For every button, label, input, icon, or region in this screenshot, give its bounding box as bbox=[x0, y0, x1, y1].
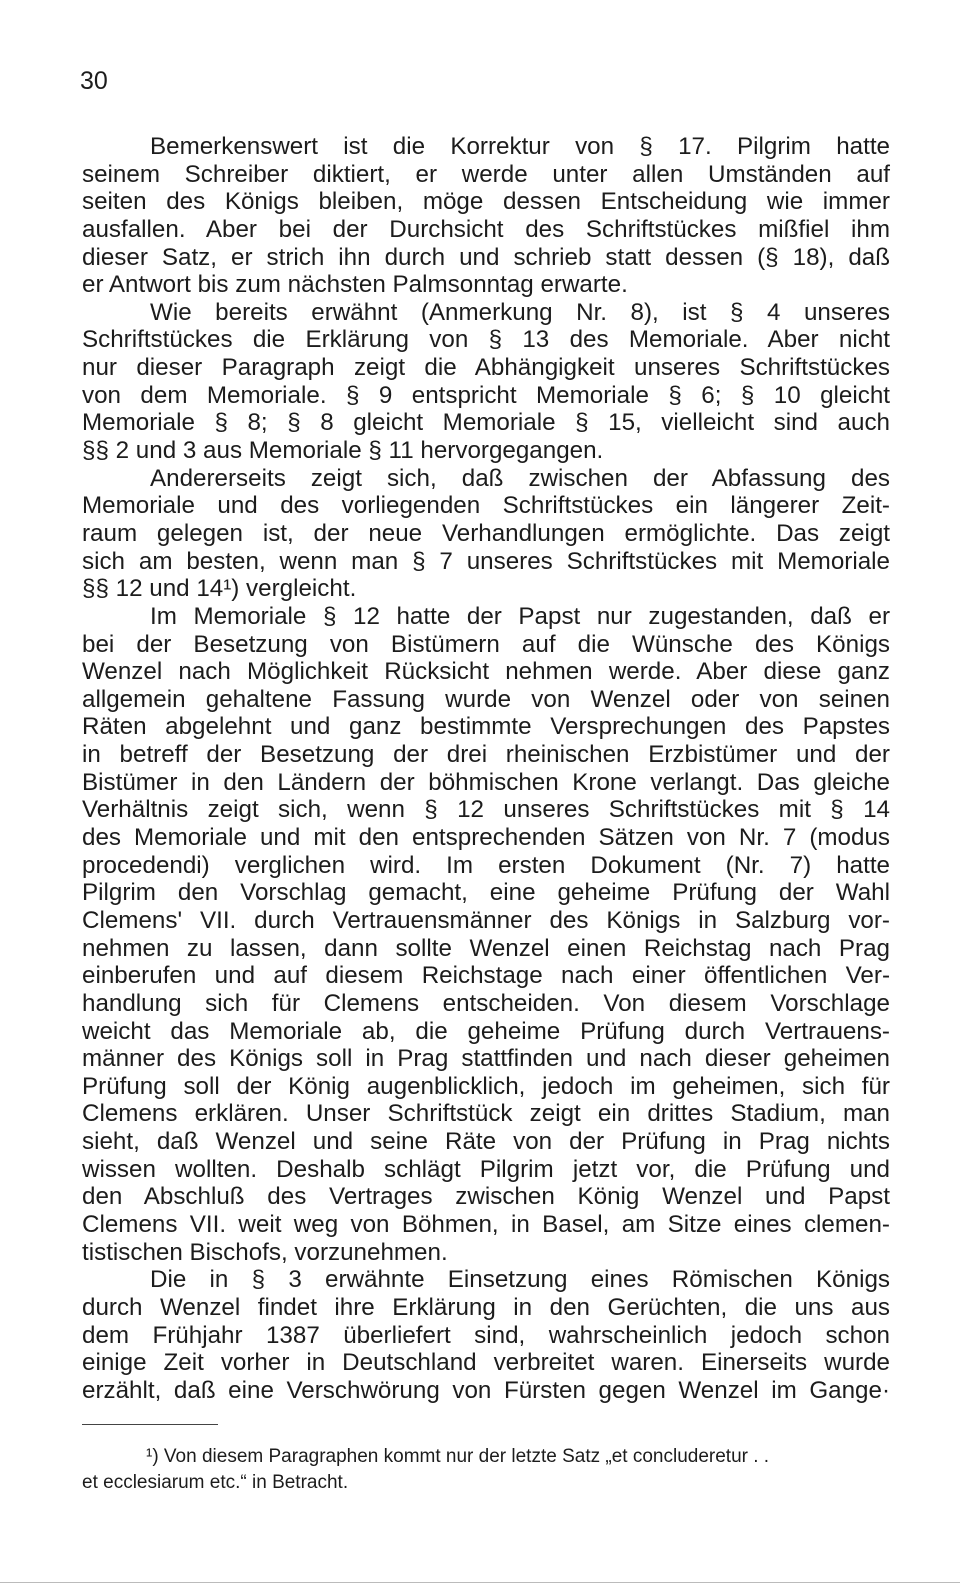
text-line: Clemens' VII. durch Vertrauensmänner des Königs in Salzburg vor- bbox=[82, 906, 890, 934]
text-line: Verhältnis zeigt sich, wenn § 12 unseres Schriftstückes mit § 14 bbox=[82, 796, 890, 824]
text-line: Räten abgelehnt und ganz bestimmte Versprechungen des Papstes bbox=[82, 713, 890, 741]
text-line: nehmen zu lassen, dann sollte Wenzel einen Reichstag nach Prag bbox=[82, 934, 890, 962]
text-line: sich am besten, wenn man § 7 unseres Schriftstückes mit Memoriale bbox=[82, 547, 890, 575]
footnote bbox=[82, 1444, 882, 1496]
text-line: handlung sich für Clemens entscheiden. Von diesem Vorschlage bbox=[82, 989, 890, 1017]
text-line: erzählt, daß eine Verschwörung von Fürsten gegen Wenzel im Gange· bbox=[82, 1376, 890, 1404]
text-line: bei der Besetzung von Bistümern auf die Wünsche des Königs bbox=[82, 630, 890, 658]
paragraph-3 bbox=[82, 465, 890, 603]
text-line: in betreff der Besetzung der drei rheinischen Erzbistümer und der bbox=[82, 741, 890, 769]
text-line: Wie bereits erwähnt (Anmerkung Nr. 8), ist § 4 unseres bbox=[150, 298, 890, 326]
page-number: 30 bbox=[80, 67, 108, 95]
paragraph-4 bbox=[82, 603, 890, 1266]
text-line: Im Memoriale § 12 hatte der Papst nur zugestanden, daß er bbox=[150, 602, 890, 630]
text-line: dieser Satz, er strich ihn durch und schrieb statt dessen (§ 18), daß bbox=[82, 243, 890, 271]
text-line: von dem Memoriale. § 9 entspricht Memoriale § 6; § 10 gleicht bbox=[82, 381, 890, 409]
text-line: dem Frühjahr 1387 überliefert sind, wahrscheinlich jedoch schon bbox=[82, 1321, 890, 1349]
text-line: Bemerkenswert ist die Korrektur von § 17. Pilgrim hatte bbox=[150, 133, 890, 160]
text-line: Bistümer in den Ländern der böhmischen Krone verlangt. Das gleiche bbox=[82, 768, 890, 796]
text-line: raum gelegen ist, der neue Verhandlungen ermöglichte. Das zeigt bbox=[82, 519, 890, 547]
text-line: Die in § 3 erwähnte Einsetzung eines Römischen Königs bbox=[150, 1266, 890, 1294]
text-line: durch Wenzel findet ihre Erklärung in den Gerüchten, die uns aus bbox=[82, 1293, 890, 1321]
text-line: tistischen Bischofs, vorzunehmen. bbox=[82, 1238, 448, 1266]
text-line: allgemein gehaltene Fassung wurde von Wenzel oder von seinen bbox=[82, 685, 890, 713]
body-text bbox=[82, 133, 890, 1404]
text-line: ausfallen. Aber bei der Durchsicht des Schriftstückes mißfiel ihm bbox=[82, 215, 890, 243]
page-bottom-edge bbox=[0, 1582, 960, 1583]
text-line: männer des Königs soll in Prag stattfinden und nach dieser geheimen bbox=[82, 1045, 890, 1073]
text-line: weicht das Memoriale ab, die geheime Prüfung durch Vertrauens- bbox=[82, 1017, 890, 1045]
footnote-line: et ecclesiarum etc.“ in Betracht. bbox=[82, 1472, 349, 1493]
paragraph-2 bbox=[82, 299, 890, 465]
text-line: Memoriale § 8; § 8 gleicht Memoriale § 15, vielleicht sind auch bbox=[82, 409, 890, 437]
text-line: seiten des Königs bleiben, möge dessen Entscheidung wie immer bbox=[82, 188, 890, 216]
text-line: einige Zeit vorher in Deutschland verbreitet waren. Einerseits wurde bbox=[82, 1349, 890, 1377]
text-line: er Antwort bis zum nächsten Palmsonntag erwarte. bbox=[82, 271, 628, 299]
text-line: des Memoriale und mit den entsprechenden Sätzen von Nr. 7 (modus bbox=[82, 824, 890, 852]
text-line: §§ 12 und 14¹) vergleicht. bbox=[82, 575, 357, 603]
text-line: wissen wollten. Deshalb schlägt Pilgrim jetzt vor, die Prüfung und bbox=[82, 1155, 890, 1183]
text-line: den Abschluß des Vertrages zwischen König Wenzel und Papst bbox=[82, 1183, 890, 1211]
text-line: Clemens VII. weit weg von Böhmen, in Basel, am Sitze eines clemen- bbox=[82, 1210, 890, 1238]
paragraph-5 bbox=[82, 1266, 890, 1404]
paragraph-1 bbox=[82, 133, 890, 299]
text-line: §§ 2 und 3 aus Memoriale § 11 hervorgegangen. bbox=[82, 437, 604, 465]
text-line: seinem Schreiber diktiert, er werde unter allen Umständen auf bbox=[82, 160, 890, 188]
text-line: nur dieser Paragraph zeigt die Abhängigkeit unseres Schriftstückes bbox=[82, 354, 890, 382]
text-line: Schriftstückes die Erklärung von § 13 des Memoriale. Aber nicht bbox=[82, 326, 890, 354]
text-line: Clemens erklären. Unser Schriftstück zeigt ein drittes Stadium, man bbox=[82, 1100, 890, 1128]
text-line: Andererseits zeigt sich, daß zwischen der Abfassung des bbox=[150, 464, 890, 492]
footnote-line: ¹) Von diesem Paragraphen kommt nur der letzte Satz „et concluderetur . . bbox=[146, 1446, 770, 1467]
text-line: procedendi) verglichen wird. Im ersten Dokument (Nr. 7) hatte bbox=[82, 851, 890, 879]
text-line: einberufen und auf diesem Reichstage nach einer öffentlichen Ver- bbox=[82, 962, 890, 990]
text-line: sieht, daß Wenzel und seine Räte von der Prüfung in Prag nichts bbox=[82, 1128, 890, 1156]
text-line: Wenzel nach Möglichkeit Rücksicht nehmen werde. Aber diese ganz bbox=[82, 658, 890, 686]
footnote-divider bbox=[82, 1424, 218, 1425]
text-line: Prüfung soll der König augenblicklich, jedoch im geheimen, sich für bbox=[82, 1072, 890, 1100]
text-line: Pilgrim den Vorschlag gemacht, eine geheime Prüfung der Wahl bbox=[82, 879, 890, 907]
text-line: Memoriale und des vorliegenden Schriftstückes ein längerer Zeit- bbox=[82, 492, 890, 520]
